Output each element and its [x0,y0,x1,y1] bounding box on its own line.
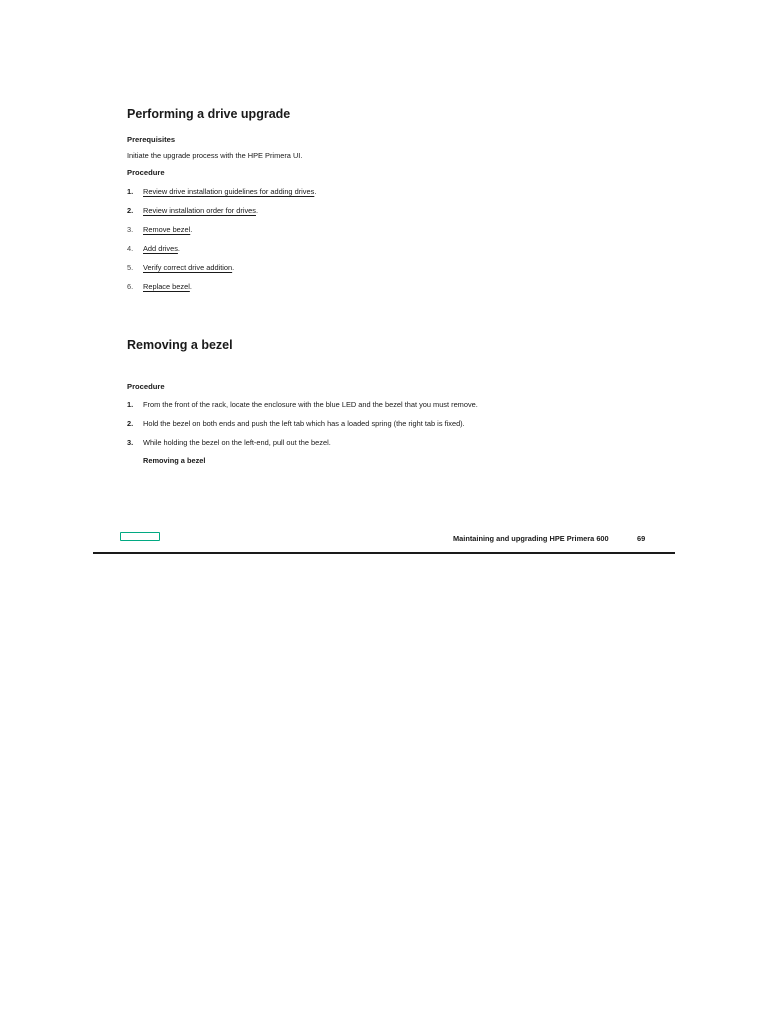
step-trail: . [189,281,192,291]
figure-caption: Removing a bezel [143,456,206,465]
step-text: While holding the bezel on the left-end, pull out the bezel. [143,437,331,447]
step-trail: . [177,243,180,253]
footer-title: Maintaining and upgrading HPE Primera 600 [453,534,609,543]
step-number: 3. [127,437,134,447]
list-item [127,437,331,447]
hpe-logo-icon [120,532,160,541]
link-remove-bezel[interactable]: Remove bezel [143,224,191,234]
step-number: 1. [127,399,134,409]
step-number: 3. [127,224,134,234]
list-item [127,243,180,253]
step-trail: . [255,205,259,215]
step-text: From the front of the rack, locate the enclosure with the blue LED and the bezel that you must remove. [143,399,478,409]
list-item [127,281,192,291]
step-number: 2. [127,205,134,215]
step-text: Hold the bezel on both ends and push the left tab which has a loaded spring (the right tab is fixed). [143,418,465,428]
list-item [127,418,465,428]
section-title-drive-upgrade: Performing a drive upgrade [127,107,291,121]
step-trail: . [232,262,235,272]
page-number: 69 [637,534,646,543]
link-verify-correct-drive-addition[interactable]: Verify correct drive addition [143,262,233,272]
list-item [127,186,316,196]
list-item [127,262,234,272]
list-item [127,205,258,215]
list-item [127,399,478,409]
prerequisites-heading: Prerequisites [127,135,176,144]
step-trail: . [190,224,193,234]
step-number: 2. [127,418,134,428]
prerequisites-text: Initiate the upgrade process with the HPE Primera UI. [127,151,303,160]
step-number: 6. [127,281,134,291]
link-review-installation-order[interactable]: Review installation order for drives [143,205,256,215]
list-item [127,224,192,234]
step-number: 1. [127,186,134,196]
link-review-drive-installation-guidelines[interactable]: Review drive installation guidelines for adding drives [143,186,315,196]
step-number: 5. [127,262,134,272]
step-trail: . [314,186,317,196]
link-replace-bezel[interactable]: Replace bezel [143,281,190,291]
procedure-heading: Procedure [127,168,165,177]
procedure-heading: Procedure [127,382,165,391]
step-number: 4. [127,243,134,253]
section-title-removing-bezel: Removing a bezel [127,338,233,352]
footer-divider [93,552,675,554]
link-add-drives[interactable]: Add drives [143,243,178,253]
